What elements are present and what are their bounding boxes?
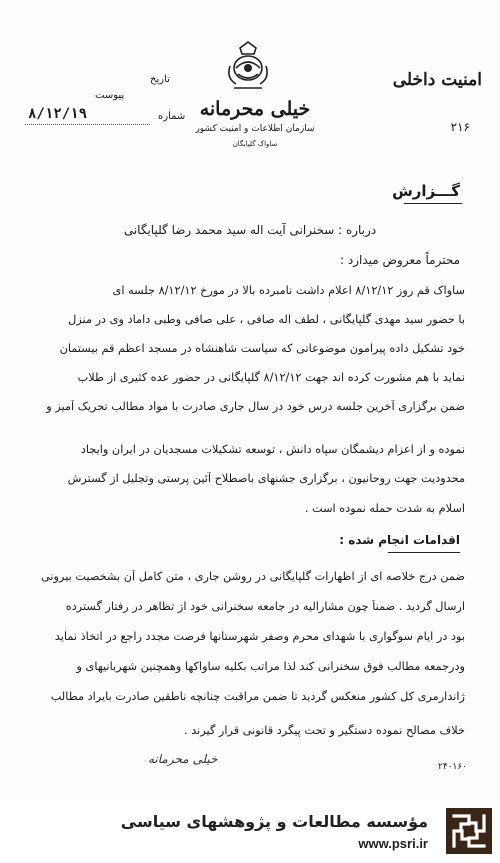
body-line: اسلام به شدت حمله نموده است .	[304, 502, 465, 515]
number-label: شماره	[158, 111, 186, 122]
psri-logo-icon	[446, 808, 492, 854]
body-line: نماید با هم مشورت کرده اند جهت ۸/۱۲/۱۲ گلپایگانی در حضور عده کثیری از طلاب	[77, 371, 465, 384]
organization-name: سازمان اطلاعات و امنیت کشور	[195, 124, 315, 134]
attachment-label: پیوست	[95, 90, 125, 101]
body-line: محدودیت جهت روحانیون ، برگزاری جشنهای باصطلاح آئین پرستی وتجلیل از گسترش	[67, 472, 465, 485]
report-underline	[404, 203, 462, 204]
crest-emblem-icon	[222, 38, 274, 92]
sub-unit: ساواک گلپایگان	[232, 140, 278, 148]
body-line: نموده و از اعزام دیشمگان سپاه دانش ، توسعه تشکیلات مسجدیان در ایران وایجاد	[80, 443, 465, 456]
footer-org-name: مؤسسه مطالعات و پژوهشهای سیاسی	[120, 812, 428, 831]
action-line: ژاندارمری کل کشور منعکس گردید تا ضمن مراقبت چنانچه ناطقین صادرت بایراد مطالب	[50, 690, 465, 703]
date-label: تاریخ	[150, 74, 170, 85]
action-line: ضمن درج خلاصه ای از اظهارات گلپایگانی در روشن جاری ، متن کامل آن بشخصیت بیرونی	[40, 570, 465, 583]
footnote-number: ۲۴۰۱۶۰	[438, 762, 468, 772]
body-line: ساواک قم روز ۸/۱۲/۱۲ اعلام داشت نامبرده بالا در مورخ ۸/۱۲/۱۲ جلسه ای	[112, 284, 465, 297]
body-line: با حضور سید مهدی گلپایگانی ، لطف اله صافی ، علی صافی وطبی داماد وی در منزل	[68, 313, 465, 326]
body-line: خود تشکیل داده پیرامون موضوعاتی که سیاست شاهنشاه در مسجد اعظم قم بیستمان	[59, 342, 465, 355]
action-line: خلاف مصالح نموده دستگیر و تحت پیگرد قانونی قرار گیرند .	[184, 724, 465, 737]
actions-underline	[388, 552, 460, 553]
action-line: بود در ایام سوگواری با شهدای محرم وصفر شهرستانها فرصت مجدد راجع در اتخاذ نماید	[54, 630, 465, 643]
stamp-internal-security: امنیت داخلی	[392, 70, 482, 90]
signature: خیلی محرمانه	[148, 752, 218, 766]
report-heading: گـــزارش	[392, 182, 460, 200]
footer-url[interactable]: www.psri.ir	[358, 836, 428, 851]
action-line: ارسال گردید . ضمناً چون مشارالیه در جامعه سخنرانی خود از تظاهر در رفتار گسترده	[65, 600, 465, 613]
salutation: محترماً معروض میدارد :	[340, 253, 460, 267]
footer-banner	[0, 800, 500, 863]
date-underline	[25, 124, 150, 125]
classification-title: خیلی محرمانه	[199, 98, 311, 120]
body-line: ضمن برگزاری آخرین جلسه درس خود در سال جاری صادرت با مواد مطالب تحریک آمیز و	[46, 400, 465, 413]
actions-heading: اقدامات انجام شده :	[339, 533, 460, 547]
date-value: ۸/۱۲/۱۹	[28, 106, 88, 122]
action-line: ودرجمعه مطالب فوق سخنرانی کند لذا مراتب بکلیه ساواکها وهمچنین شهربانیهای و	[76, 660, 465, 673]
addressee-line: درباره : سخنرانی آیت اله سید محمد رضا گلپایگانی	[123, 223, 377, 237]
stamp-number: ۲۱۶	[450, 120, 470, 134]
